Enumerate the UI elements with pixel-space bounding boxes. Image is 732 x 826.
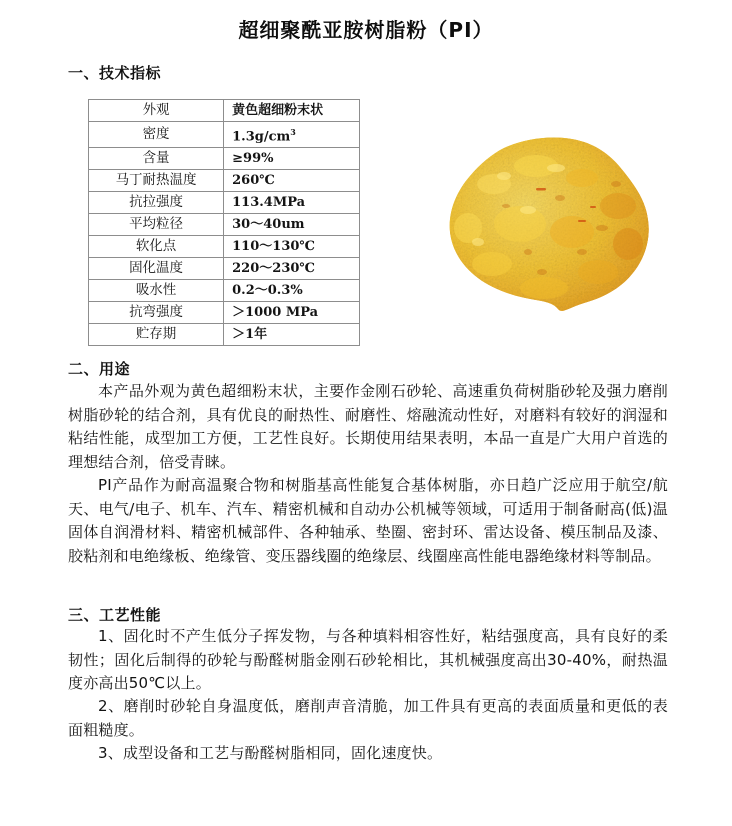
table-row [89, 236, 360, 258]
spec-property-cell: 密度 [89, 122, 224, 148]
spec-property-cell: 含量 [89, 148, 224, 170]
table-row [89, 280, 360, 302]
spec-property-cell: 平均粒径 [89, 214, 224, 236]
spec-property-cell: 抗拉强度 [89, 192, 224, 214]
table-row [89, 148, 360, 170]
spec-property-cell: 抗弯强度 [89, 302, 224, 324]
spec-value-cell: 0.2～0.3% [224, 280, 360, 302]
section-heading-applications: 二、用途 [68, 360, 131, 378]
spec-value-cell: 260℃ [224, 170, 360, 192]
table-row [89, 258, 360, 280]
section-heading-technical-specs: 一、技术指标 [68, 64, 162, 82]
spec-value-cell: 30～40um [224, 214, 360, 236]
spec-value-cell: 220～230℃ [224, 258, 360, 280]
spec-value-cell: 110～130℃ [224, 236, 360, 258]
table-row [89, 192, 360, 214]
page-title: 超细聚酰亚胺树脂粉（PI） [238, 18, 494, 42]
applications-paragraph-1: 本产品外观为黄色超细粉末状，主要作金刚石砂轮、高速重负荷树脂砂轮及强力磨削树脂砂轮的结合剂，具有优良的耐热性、耐磨性、熔融流动性好，对磨料有较好的润湿和粘结性能，成型加工方便，工艺性良好。长期使用结果表明，本品一直是广大用户首选的理想结合剂，倍受青睐。 [68, 382, 668, 471]
table-row [89, 302, 360, 324]
technical-specification-table [88, 99, 360, 346]
spec-value-cell: ＞1年 [224, 324, 360, 346]
spec-value-cell: ＞1000 MPa [224, 302, 360, 324]
spec-value-cell: 113.4MPa [224, 192, 360, 214]
process-performance-item-2: 2、磨削时砂轮自身温度低，磨削声音清脆，加工件具有更高的表面质量和更低的表面粗糙度。 [68, 697, 668, 739]
spec-property-cell: 软化点 [89, 236, 224, 258]
spec-property-cell: 贮存期 [89, 324, 224, 346]
spec-value-cell: 黄色超细粉末状 [224, 100, 360, 122]
spec-property-cell: 吸水性 [89, 280, 224, 302]
process-performance-item-1: 1、固化时不产生低分子挥发物，与各种填料相容性好，粘结强度高，具有良好的柔韧性；固化后制得的砂轮与酚醛树脂金刚石砂轮相比，其机械强度高出30-40%，耐热温度亦高出50℃以上。 [68, 627, 668, 692]
spec-property-cell: 固化温度 [89, 258, 224, 280]
spec-value-superscript: 3 [290, 127, 296, 137]
table-row [89, 170, 360, 192]
yellow-powder-photo [432, 132, 680, 338]
table-row [89, 122, 360, 148]
spec-value-cell: ≥99% [224, 148, 360, 170]
process-performance-item-3: 3、成型设备和工艺与酚醛树脂相同，固化速度快。 [98, 744, 443, 762]
spec-property-cell: 外观 [89, 100, 224, 122]
table-row [89, 214, 360, 236]
table-row [89, 324, 360, 346]
spec-value-cell: $1.3g/cm^3$ [224, 122, 360, 148]
table-row [89, 100, 360, 122]
applications-paragraph-2: PI产品作为耐高温聚合物和树脂基高性能复合基体树脂，亦日趋广泛应用于航空/航天、电气/电子、机车、汽车、精密机械和自动办公机械等领域，可适用于制备耐高(低)温固体自润滑材料、精密机械部件、各种轴承、垫圈、密封环、雷达设备、模压制品及漆、胶粘剂和电绝缘板、绝缘管、变压器线圈的绝缘层、线圈座高性能电器绝缘材料等制品。 [68, 476, 668, 565]
section-heading-process-performance: 三、工艺性能 [68, 606, 162, 624]
spec-property-cell: 马丁耐热温度 [89, 170, 224, 192]
